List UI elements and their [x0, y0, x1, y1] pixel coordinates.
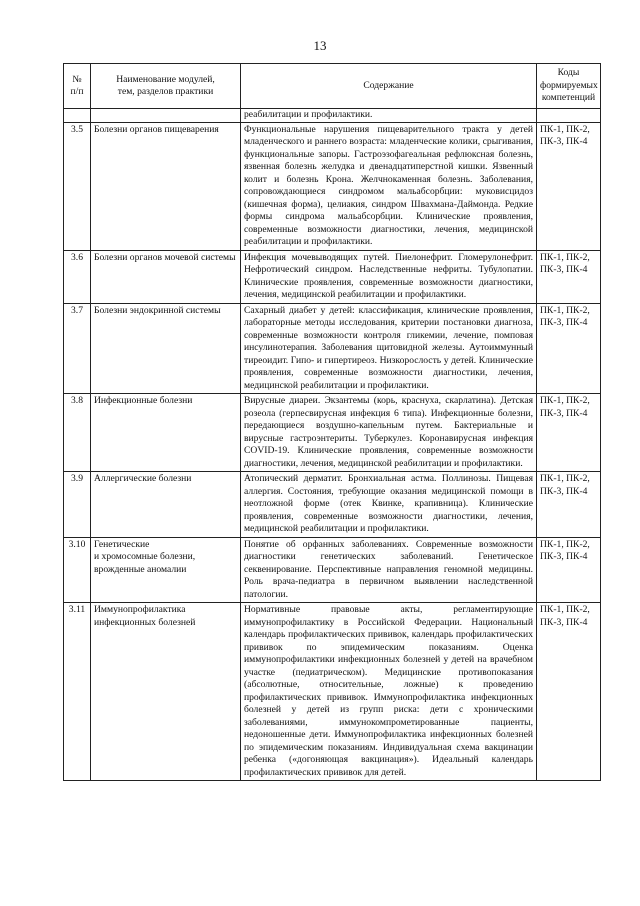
row-title: Болезни эндокринной системы [91, 303, 241, 394]
row-number: 3.5 [64, 122, 91, 250]
table-row [64, 472, 601, 538]
row-number: 3.6 [64, 250, 91, 303]
table-row [64, 122, 601, 250]
continuation-text: реабилитации и профилактики. [241, 109, 537, 123]
row-title: Болезни органов пищеварения [91, 122, 241, 250]
header-name: Наименование модулей, тем, разделов практики [91, 64, 241, 109]
row-codes: ПК-1, ПК-2, ПК-3, ПК-4 [537, 603, 601, 781]
row-number: 3.7 [64, 303, 91, 394]
header-content: Содержание [241, 64, 537, 109]
row-title: Болезни органов мочевой системы [91, 250, 241, 303]
row-title: Генетические и хромосомные болезни, врожденные аномалии [91, 537, 241, 603]
row-codes: ПК-1, ПК-2, ПК-3, ПК-4 [537, 250, 601, 303]
curriculum-table [63, 63, 601, 781]
table-row [64, 537, 601, 603]
row-content: Вирусные диареи. Экзантемы (корь, краснуха, скарлатина). Детская розеола (герпесвирусная инфекция 6 типа). Инфекционные болезни, передающиеся воздушно-капельным путем. Бактериальные и вирусные гастроэнтериты. Туберкулез. Коронавирусная инфекция COVID-19. Клинические проявления, современные возможности диагностики, лечения, медицинской реабилитации и профилактики. [241, 394, 537, 472]
table-row [64, 394, 601, 472]
row-content: Атопический дерматит. Бронхиальная астма. Поллинозы. Пищевая аллергия. Состояния, требующие оказания медицинской помощи в неотложной форме (отек Квинке, крапивница). Клинические проявления, современные возможности диагностики, лечения, медицинской реабилитации и профилактики. [241, 472, 537, 538]
row-number: 3.9 [64, 472, 91, 538]
row-codes: ПК-1, ПК-2, ПК-3, ПК-4 [537, 537, 601, 603]
table-row [64, 603, 601, 781]
row-codes: ПК-1, ПК-2, ПК-3, ПК-4 [537, 303, 601, 394]
page-number: 13 [313, 38, 327, 53]
row-codes: ПК-1, ПК-2, ПК-3, ПК-4 [537, 394, 601, 472]
header-codes: Коды формируемых компетенций [537, 64, 601, 109]
header-num: № п/п [64, 64, 91, 109]
row-title: Иммунопрофилактика инфекционных болезней [91, 603, 241, 781]
row-codes: ПК-1, ПК-2, ПК-3, ПК-4 [537, 122, 601, 250]
row-content: Нормативные правовые акты, регламентирующие иммунопрофилактику в Российской Федерации. Национальный календарь профилактических прививок, календарь профилактических прививок по эпидемическим показаниям. Оценка иммунопрофилактики инфекционных болезней у детей на врачебном участке (педиатрическом). Медицинские противопоказания (абсолютные, относительные, ложные) к проведению профилактических прививок. Иммунопрофилактика инфекционных болезней у детей из групп риска: дети с хроническими заболеваниями, иммунокомпрометированные пациенты, недоношенные дети. Иммунопрофилактика инфекционных болезней по эпидемическим показаниям. Индивидуальная схема вакцинации ребенка («догоняющая вакцинация»). Идеальный календарь профилактических прививок для детей. [241, 603, 537, 781]
table-row [64, 303, 601, 394]
row-codes: ПК-1, ПК-2, ПК-3, ПК-4 [537, 472, 601, 538]
continuation-row [64, 109, 601, 123]
row-number: 3.11 [64, 603, 91, 781]
row-number: 3.8 [64, 394, 91, 472]
row-title: Аллергические болезни [91, 472, 241, 538]
row-content: Сахарный диабет у детей: классификация, клинические проявления, лабораторные методы исследования, критерии постановки диагноза, современные возможности контроля гликемии, лечение, помповая инсулинотерапия. Заболевания щитовидной железы. Аутоиммунный тиреоидит. Гипо- и гипертиреоз. Низкорослость у детей. Клинические проявления, современные возможности диагностики, лечения, медицинской реабилитации и профилактики. [241, 303, 537, 394]
row-number: 3.10 [64, 537, 91, 603]
row-title: Инфекционные болезни [91, 394, 241, 472]
table-row [64, 250, 601, 303]
row-content: Функциональные нарушения пищеварительного тракта у детей младенческого и раннего возраста: младенческие колики, срыгивания, функциональные запоры. Гастроэзофагеальная рефлюксная болезнь, язвенная болезнь желудка и двенадцатиперстной кишки. Язвенный колит и болезнь Крона. Желчнокаменная болезнь. Заболевания, сопровождающиеся синдромом мальабсорбции: муковисцидоз (кишечная форма), целиакия, синдром Швахмана-Даймонда. Редкие формы синдрома мальабсорбции. Клинические проявления, современные возможности диагностики, лечения, медицинской реабилитации и профилактики. [241, 122, 537, 250]
row-content: Понятие об орфанных заболеваниях. Современные возможности диагностики генетических заболеваний. Генетическое секвенирование. Перспективные направления геномной медицины. Роль врача-педиатра в первичном выявлении наследственной патологии. [241, 537, 537, 603]
table-header-row [64, 64, 601, 109]
row-content: Инфекция мочевыводящих путей. Пиелонефрит. Гломерулонефрит. Нефротический синдром. Наследственные нефриты. Тубулопатии. Клинические проявления, современные возможности диагностики, лечения, медицинской реабилитации и профилактики. [241, 250, 537, 303]
